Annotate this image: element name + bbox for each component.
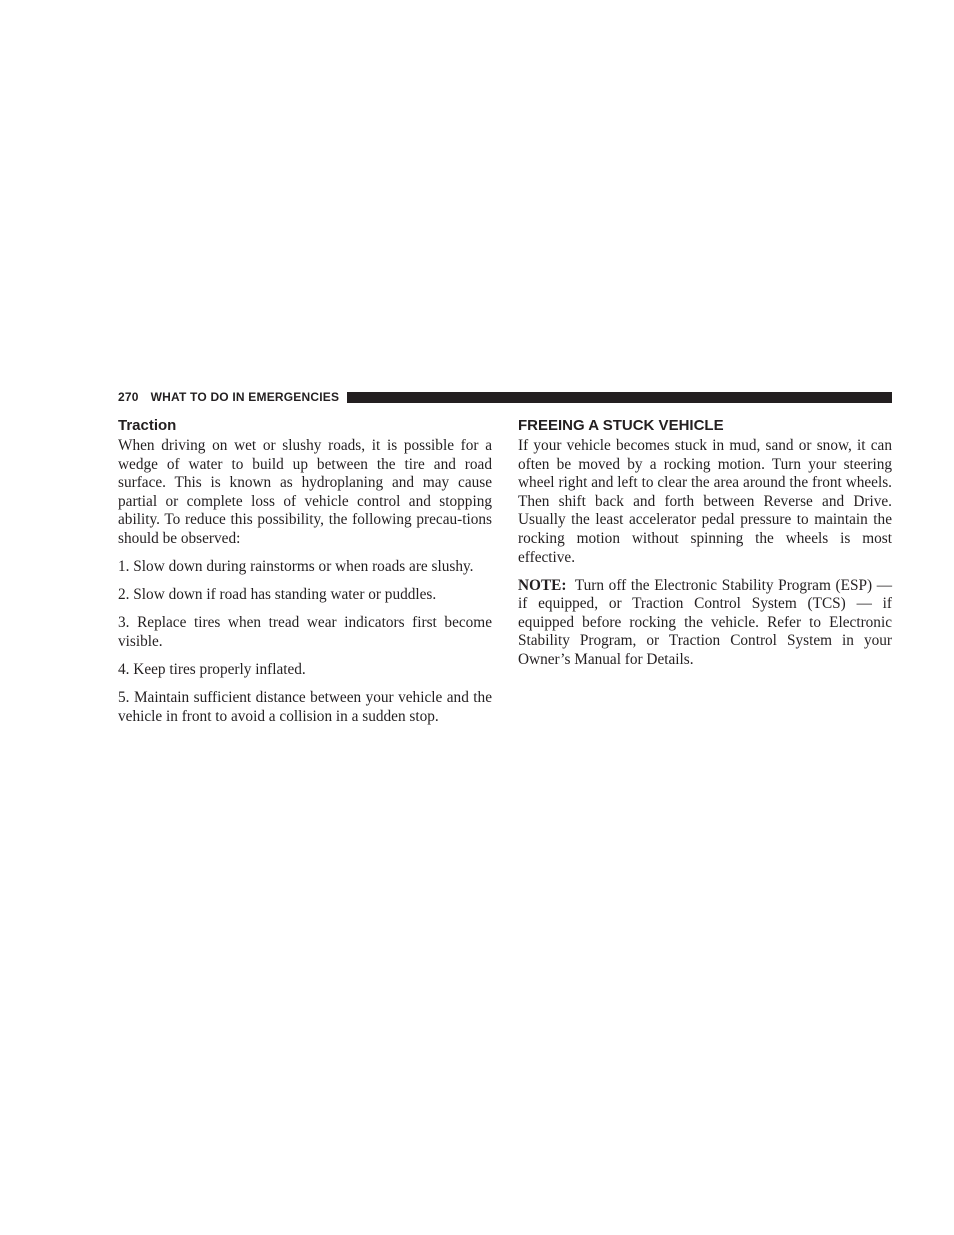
page-header bbox=[118, 389, 892, 405]
note-paragraph bbox=[518, 577, 892, 670]
freeing-stuck-vehicle-heading: FREEING A STUCK VEHICLE bbox=[518, 417, 724, 434]
section-title: WHAT TO DO IN EMERGENCIES bbox=[150, 390, 340, 404]
traction-item-4: 4. Keep tires properly inflated. bbox=[118, 660, 306, 678]
freeing-stuck-vehicle-body: If your vehicle becomes stuck in mud, sand or snow, it can often be moved by a rocking motion. Turn your steering wheel right and left to clear the area around the front wheels. Then shift back and forth between Reverse and Drive. Usually the least accelerator pedal pressure to maintain the rocking motion without spinning the wheels is most effective. bbox=[518, 437, 892, 566]
traction-item-3: 3. Replace tires when tread wear indicators first become visible. bbox=[118, 614, 492, 650]
traction-item-2: 2. Slow down if road has standing water or puddles. bbox=[118, 586, 437, 604]
traction-item-5: 5. Maintain sufficient distance between your vehicle and the vehicle in front to avoid a collision in a sudden stop. bbox=[118, 689, 492, 725]
traction-intro: When driving on wet or slushy roads, it is possible for a wedge of water to build up between the tire and road surface. This is known as hydroplaning and may cause partial or complete loss of vehicle control and stopping ability. To reduce this possibility, the following precau-tions should be observed: bbox=[118, 437, 492, 547]
header-rule-bar bbox=[347, 392, 892, 403]
page-number: 270 bbox=[118, 390, 139, 404]
note-text: Turn off the Electronic Stability Program (ESP) — if equipped, or Traction Control System (TCS) — if equipped before rocking the vehicle. Refer to Electronic Stability Program, or Traction Control System in your Owner’s Manual for Details. bbox=[518, 576, 892, 669]
traction-item-1: 1. Slow down during rainstorms or when roads are slushy. bbox=[118, 558, 474, 576]
traction-heading: Traction bbox=[118, 417, 177, 434]
note-label: NOTE: bbox=[518, 576, 567, 594]
right-column bbox=[518, 416, 892, 679]
left-column bbox=[118, 416, 492, 736]
